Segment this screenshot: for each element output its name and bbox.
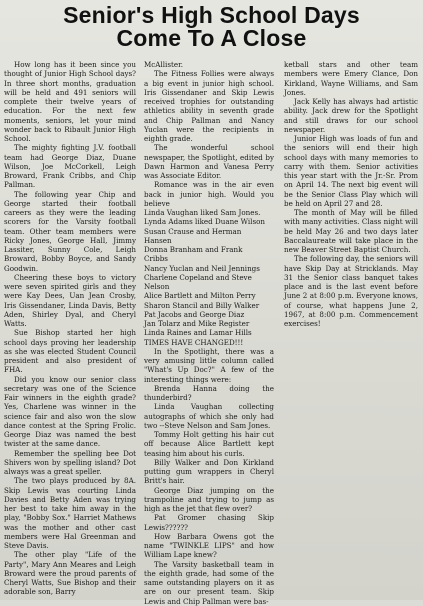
couple-line: Alice Bartlett and Milton Perry [144, 291, 256, 301]
paragraph: The two plays produced by 8A. Skip Lewis was courting Linda Davies and Betty Aden was trying her best to take him away in the play, "Bobby Sox." Harriet Mathews was the mother and other cast members were Hal Greenman and Steve Davis. [4, 476, 136, 550]
couple-line: TIMES HAVE CHANGED!!! [144, 337, 244, 347]
couple-line: Donna Branham and Frank [144, 245, 243, 254]
paragraph: Junior High was loads of fun and the seniors will end their high school days with many memories to carry with them. Senior activities this year start with the Jr.-Sr. Prom on April 14. The next big event will be the Senior Class Play which will be held on April 27 and 28. [284, 134, 418, 208]
couple-line: Nancy Yuclan and Neil Jennings [144, 263, 260, 273]
couple-line: Linda Raines and Lamar Hills [144, 328, 252, 338]
paragraph: ketball stars and other team members were Emery Clance, Don Kirkland, Wayne Williams, and Sam Jones. [284, 60, 418, 97]
paragraph: The Fitness Follies were always a big event in junior high school. Iris Gissendaner and Skip Lewis received trophies for outstanding athletics ability in seventh grade and Chip Pallman and Nancy Yuclan were the recipients in eighth grade. [144, 69, 274, 143]
paragraph: George Diaz jumping on the trampoline and trying to jump as high as the jet that flew over? [144, 485, 274, 513]
headline-line-2: Come To A Close [116, 25, 307, 51]
paragraph: The following day, the seniors will have Skip Day at Stricklands. May 31 the Senior class banquet takes place and is the last event before June 2 at 8:00 p.m. Everyone knows, of course, what happens June 2, 1967, at 8:00 p.m. Commencement exercises! [284, 254, 418, 328]
couple-line: Sharon Stancil and Billy Walker [144, 300, 260, 310]
article-body [4, 60, 421, 606]
article-column-3 [284, 60, 418, 600]
couple-line: Linda Vaughan liked Sam Jones. [144, 208, 261, 217]
paragraph: The Varsity basketball team in the eighth grade, had some of the same outstanding players on it as are on our present team. Skip Lewis and Chip Pallman were bas- [144, 559, 274, 606]
couple-line: Jan Tolarz and Mike Register [144, 319, 250, 328]
couple-line: Nelson [144, 282, 170, 291]
paragraph: Linda Vaughan collecting autographs of which she only had two --Steve Nelson and Sam Jones. [144, 402, 274, 430]
article-column-1 [4, 60, 136, 600]
paragraph: How Barbara Owens got the name "TWINKLE LIPS" and how William Lape knew? [144, 531, 274, 560]
paragraph: Pat Gromer chasing Skip Lewis?????? [144, 513, 274, 532]
couple-line: Susan Crause and Herman [144, 226, 242, 236]
paragraph: How long has it been since you thought of Junior High School days? In three short months, graduation will be held and 491 seniors will complete their twelve years of education. For the next few moments, seniors, let your mind wonder back to Ribault Junior High School. [4, 60, 136, 143]
paragraph: Cheering these boys to victory were seven spirited girls and they were Kay Dees, Uan Jean Crosby, Iris Gissendaner, Linda Davis, Betty Aden, Shirley Dyal, and Cheryl Watts. [4, 272, 136, 328]
paragraph: The other play "Life of the Party", Mary Ann Meares and Leigh Broward were the proud parents of Cheryl Watts, Sue Bishop and their adorable son, Barry [4, 550, 136, 597]
article-column-2 [144, 60, 274, 606]
paragraph: The following year Chip and George started their football careers as they were the leading scorers for the Varsity football team. Other team members were Ricky Jones, George Hall, Jimmy Lassiter, Sunny Cole, Leigh Broward, Bobby Boyce, and Sandy Goodwin. [4, 189, 136, 273]
couple-line: Pat Jacobs and George Diaz [144, 309, 245, 319]
headline [0, 4, 423, 50]
paragraph: Remember the spelling bee Dot Shivers won by spelling island? Dot always was a great speller. [4, 448, 136, 476]
couple-line: Hansen [144, 235, 172, 245]
couple-line: Lynda Adams liked Duane Wilson [144, 217, 266, 227]
paragraph: The month of May will be filled with many activities. Class night will be held May 26 and two days later Baccalaureate will take place in the new Beaver Street Baptist Church. [284, 208, 418, 254]
paragraph: Billy Walker and Don Kirkland putting gum wrappers in Cheryl Britt's hair. [144, 457, 274, 486]
couples-list [144, 208, 274, 347]
paragraph: Romance was in the air even back in junior high. Would you believe [144, 180, 274, 208]
paragraph: The wonderful school newspaper, the Spotlight, edited by Dawn Harmon and Vanesa Perry was Associate Editor. [144, 143, 274, 180]
paragraph: Sue Bishop started her high school days proving her leadership as she was elected Student Council president and also president of FHA. [4, 328, 136, 375]
paragraph: Jack Kelly has always had artistic ability. Jack drew for the Spotlight and still draws for our school newspaper. [284, 97, 418, 134]
paragraph: The mighty fighting J.V. football team had George Diaz, Duane Wilson, Joe McCorkell, Leigh Broward, Frank Cribbs, and Chip Pallman. [4, 143, 136, 190]
paragraph: Tommy Holt getting his hair cut off because Alice Bartlett kept teasing him about his curls. [144, 430, 274, 458]
paragraph: Brenda Hanna doing the thunderbird? [144, 383, 274, 402]
paragraph: McAllister. [144, 60, 183, 69]
couple-line: Charlene Copeland and Steve [144, 272, 252, 282]
couple-line: Cribbs [144, 254, 168, 264]
headline-line-1: Senior's High School Days [63, 2, 360, 28]
paragraph: Did you know our senior class secretary was one of the Science Fair winners in the eighth grade? Yes, Charlene was winner in the science fair and also won the slow dance contest at the Spring Frolic. George Diaz was named the best twister at the same dance. [4, 374, 136, 449]
paragraph: In the Spotlight, there was a very amusing little column called "What's Up Doc?" A few of the interesting things were: [144, 346, 274, 384]
